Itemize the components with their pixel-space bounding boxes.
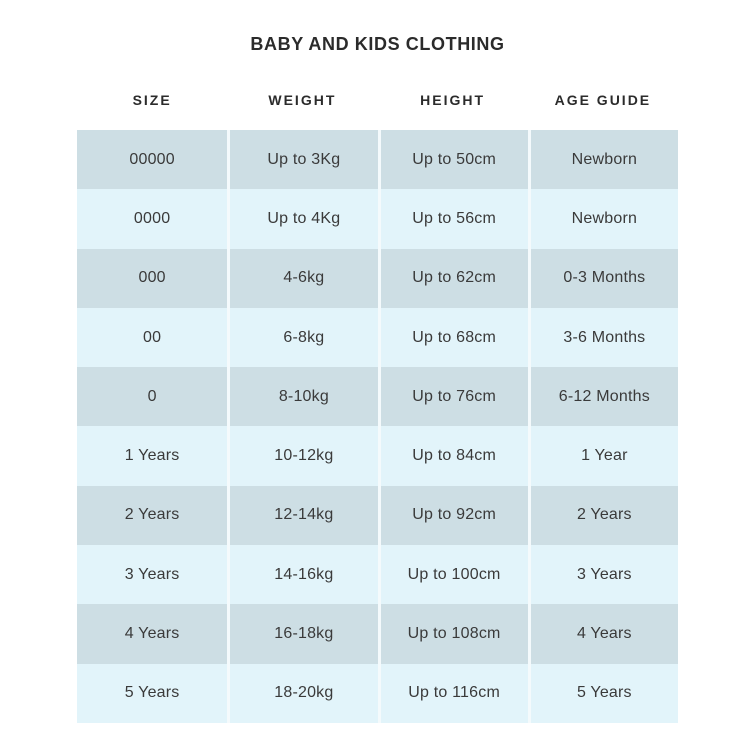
size-table-body [77,130,678,723]
table-row [77,664,678,723]
table-cell: 8-10kg [227,367,377,426]
column-header-age-guide: AGE GUIDE [554,92,652,108]
table-cell: Up to 76cm [378,367,528,426]
column-header-size: SIZE [132,92,172,108]
table-cell: Up to 92cm [378,486,528,545]
table-cell: Up to 116cm [378,664,528,723]
table-cell: 1 Year [528,426,678,485]
table-cell: 12-14kg [227,486,377,545]
table-cell: Up to 56cm [378,189,528,248]
table-cell: 10-12kg [227,426,377,485]
column-header-weight: WEIGHT [268,92,337,108]
table-cell: 0000 [77,189,227,248]
table-cell: 3-6 Months [528,308,678,367]
table-cell: 3 Years [77,545,227,604]
table-row [77,249,678,308]
table-cell: 3 Years [528,545,678,604]
table-cell: 0-3 Months [528,249,678,308]
table-row [77,545,678,604]
table-cell: 4 Years [77,604,227,663]
table-row [77,486,678,545]
table-cell: Up to 50cm [378,130,528,189]
table-cell: 14-16kg [227,545,377,604]
column-header-height: HEIGHT [420,92,486,108]
table-cell: 2 Years [528,486,678,545]
table-cell: Up to 68cm [378,308,528,367]
table-cell: 6-12 Months [528,367,678,426]
table-header-row [77,92,678,108]
table-cell: Newborn [528,130,678,189]
table-cell: 5 Years [528,664,678,723]
table-cell: 00 [77,308,227,367]
table-cell: 6-8kg [227,308,377,367]
table-cell: Up to 62cm [378,249,528,308]
table-cell: 16-18kg [227,604,377,663]
table-cell: Up to 3Kg [227,130,377,189]
page-title: BABY AND KIDS CLOTHING [250,34,505,54]
table-row [77,367,678,426]
table-cell: Up to 108cm [378,604,528,663]
table-row [77,130,678,189]
table-cell: 00000 [77,130,227,189]
table-cell: 18-20kg [227,664,377,723]
table-row [77,426,678,485]
table-cell: 4 Years [528,604,678,663]
table-cell: 5 Years [77,664,227,723]
table-cell: Up to 100cm [378,545,528,604]
table-row [77,308,678,367]
table-cell: Up to 4Kg [227,189,377,248]
table-cell: 000 [77,249,227,308]
table-cell: 2 Years [77,486,227,545]
table-cell: 4-6kg [227,249,377,308]
table-cell: Newborn [528,189,678,248]
table-row [77,604,678,663]
table-cell: Up to 84cm [378,426,528,485]
table-row [77,189,678,248]
table-cell: 1 Years [77,426,227,485]
table-cell: 0 [77,367,227,426]
